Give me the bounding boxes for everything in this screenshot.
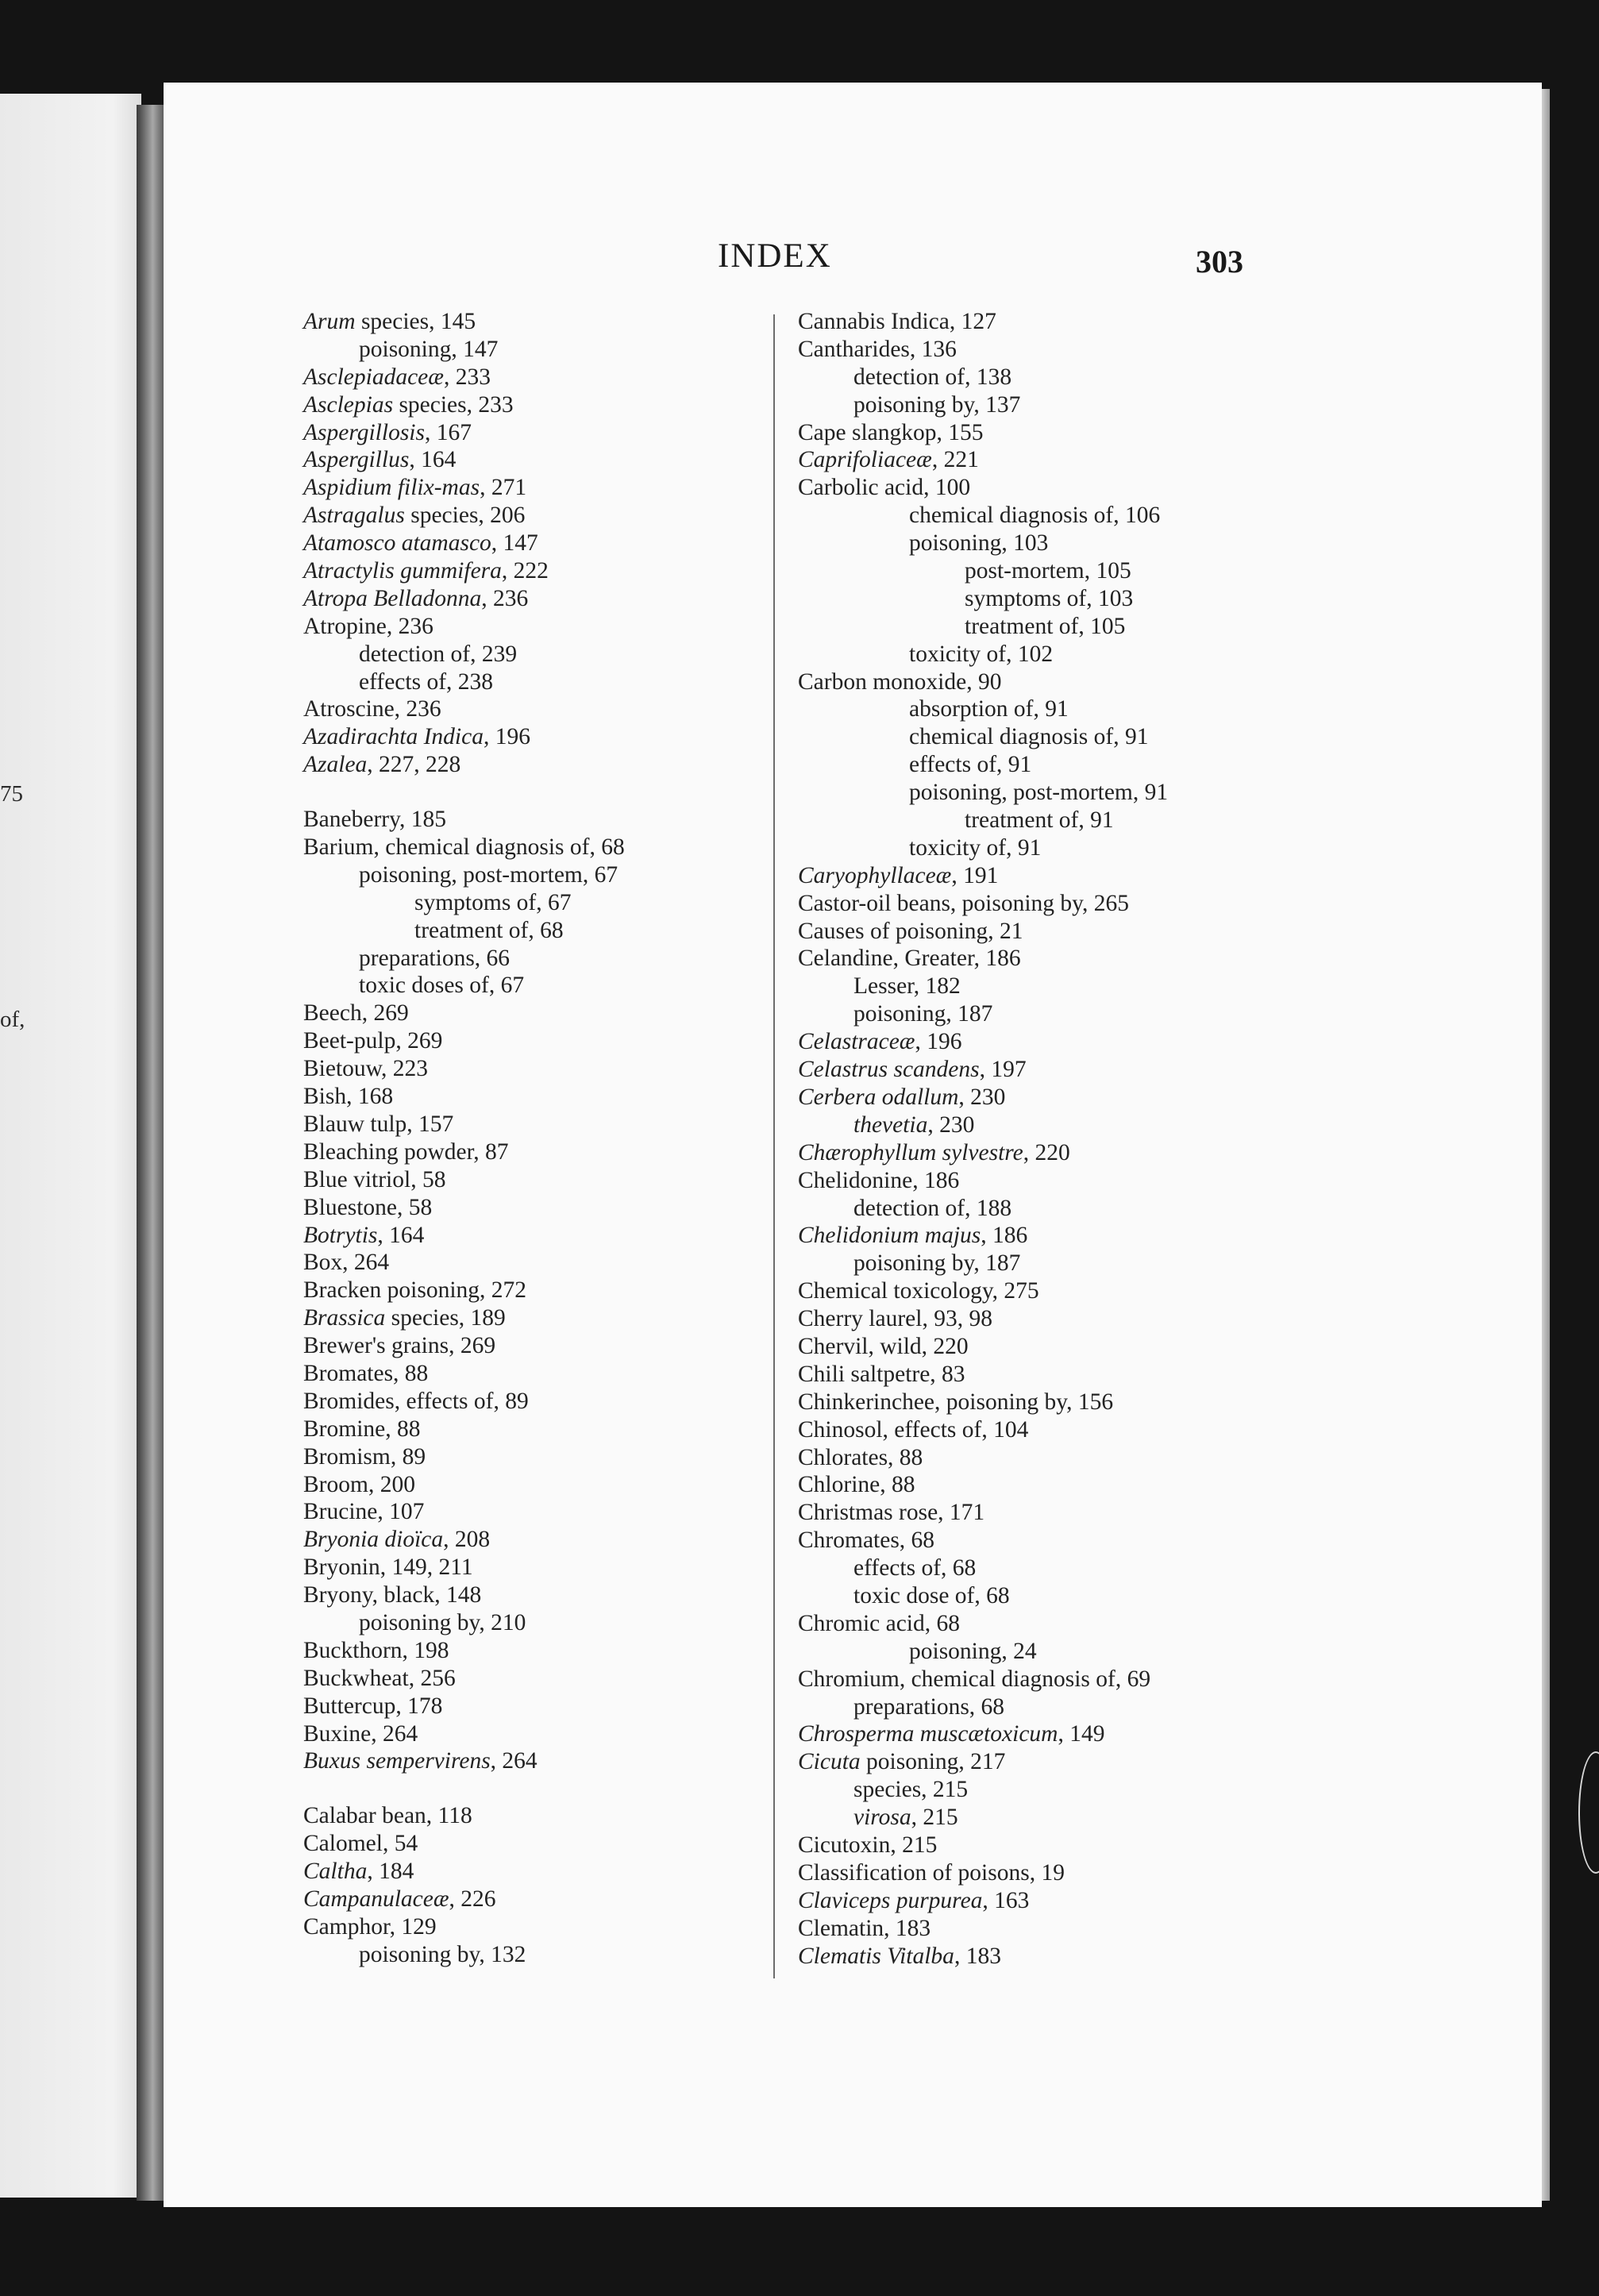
index-text: Bracken poisoning, 272 xyxy=(303,1277,527,1304)
index-term-italic: Bryonia dioïca xyxy=(303,1527,444,1553)
index-entry xyxy=(798,1333,1322,1361)
index-text: Chinosol, effects of, 104 xyxy=(798,1416,1029,1443)
index-entry xyxy=(303,751,764,779)
index-text: preparations, 66 xyxy=(359,945,511,971)
index-text: Bromides, effects of, 89 xyxy=(303,1388,529,1414)
index-text: , 184 xyxy=(367,1859,414,1885)
index-entry xyxy=(303,1554,764,1581)
index-entry xyxy=(303,1000,764,1027)
index-text: , 233 xyxy=(443,364,491,390)
index-text: Buttercup, 178 xyxy=(303,1693,443,1719)
index-text: species, 145 xyxy=(355,309,476,334)
index-entry xyxy=(303,613,764,641)
index-term-italic: Atamosco atamasco xyxy=(303,530,491,557)
index-text: toxic dose of, 68 xyxy=(853,1582,1010,1608)
index-entry xyxy=(798,336,1322,364)
index-entry xyxy=(798,1416,1322,1444)
index-text: poisoning by, 210 xyxy=(359,1609,526,1635)
page-title: INDEX xyxy=(718,237,832,275)
index-text: , 147 xyxy=(491,530,538,557)
index-entry xyxy=(303,1388,764,1416)
index-entry xyxy=(303,972,764,1000)
index-text: , 183 xyxy=(954,1943,1001,1969)
index-entry xyxy=(798,557,1322,585)
index-entry xyxy=(798,1915,1322,1943)
index-column-right xyxy=(798,308,1322,1970)
index-text: Brewer's grains, 269 xyxy=(303,1333,496,1359)
index-term-italic: Botrytis xyxy=(303,1222,378,1248)
index-term-italic: Atropa Belladonna xyxy=(303,585,482,611)
index-term-italic: Azalea xyxy=(303,752,368,778)
index-text: Bietouw, 223 xyxy=(303,1056,429,1082)
index-entry xyxy=(798,1693,1322,1721)
index-entry xyxy=(798,446,1322,474)
index-entry xyxy=(798,391,1322,419)
index-text: Atroscine, 236 xyxy=(303,696,441,722)
index-text: Blue vitriol, 58 xyxy=(303,1166,446,1192)
index-term-italic: Caprifoliaceæ xyxy=(798,447,932,473)
index-entry xyxy=(303,585,764,613)
index-text: , 215 xyxy=(911,1805,958,1831)
index-text: , 196 xyxy=(915,1029,962,1055)
index-term-italic: Celastrus scandens xyxy=(798,1057,980,1083)
index-entry xyxy=(303,1027,764,1055)
facing-page-fragment: 75 xyxy=(0,781,23,807)
index-text: Chinkerinchee, poisoning by, 156 xyxy=(798,1389,1114,1415)
index-text: poisoning by, 187 xyxy=(853,1250,1021,1277)
index-entry xyxy=(303,1526,764,1554)
index-term-italic: Claviceps purpurea xyxy=(798,1887,983,1913)
index-entry xyxy=(303,1941,764,1969)
index-text: , 196 xyxy=(483,724,530,750)
index-entry xyxy=(798,1804,1322,1832)
index-text: Bromism, 89 xyxy=(303,1443,426,1470)
index-text: Castor-oil beans, poisoning by, 265 xyxy=(798,890,1130,916)
index-entry xyxy=(798,751,1322,779)
index-entry xyxy=(798,1943,1322,1970)
index-entry xyxy=(798,945,1322,973)
index-entry xyxy=(798,308,1322,336)
facing-page-fragment: of, xyxy=(0,1007,25,1032)
index-text: , 186 xyxy=(981,1223,1028,1249)
index-text: chemical diagnosis of, 91 xyxy=(909,724,1149,750)
index-entry xyxy=(798,1887,1322,1915)
index-entry xyxy=(303,1913,764,1941)
index-text: Camphor, 129 xyxy=(303,1913,437,1940)
page-edge xyxy=(1542,89,1550,2201)
index-text: poisoning, 103 xyxy=(909,530,1049,557)
index-entry xyxy=(798,1167,1322,1195)
index-entry xyxy=(303,1166,764,1194)
index-entry xyxy=(798,1610,1322,1638)
index-text: toxicity of, 91 xyxy=(909,834,1042,861)
index-entry xyxy=(303,1665,764,1693)
index-text: species, 189 xyxy=(385,1305,506,1331)
index-text: Cantharides, 136 xyxy=(798,336,957,362)
index-entry xyxy=(798,807,1322,834)
index-entry xyxy=(303,1304,764,1332)
index-entry xyxy=(798,918,1322,946)
index-text: treatment of, 91 xyxy=(965,807,1114,834)
index-entry xyxy=(303,1332,764,1360)
index-text: Bleaching powder, 87 xyxy=(303,1138,509,1165)
index-text: Bromine, 88 xyxy=(303,1416,421,1442)
index-text: Calomel, 54 xyxy=(303,1831,418,1857)
index-text: poisoning, 217 xyxy=(860,1749,1006,1775)
index-term-italic: Arum xyxy=(303,309,356,334)
index-text: Bluestone, 58 xyxy=(303,1194,433,1220)
index-text: Chlorine, 88 xyxy=(798,1472,915,1498)
index-entry xyxy=(798,1859,1322,1887)
index-entry xyxy=(303,1693,764,1720)
index-text: Cape slangkop, 155 xyxy=(798,419,984,445)
index-text: , 220 xyxy=(1023,1139,1070,1165)
index-text: Buckthorn, 198 xyxy=(303,1637,449,1663)
index-text: Chervil, wild, 220 xyxy=(798,1333,969,1359)
index-text: detection of, 138 xyxy=(853,364,1012,390)
index-text: symptoms of, 67 xyxy=(414,889,572,915)
index-entry xyxy=(798,1582,1322,1610)
index-text: Carbolic acid, 100 xyxy=(798,475,971,501)
index-entry xyxy=(303,446,764,474)
index-entry xyxy=(798,1666,1322,1693)
index-entry xyxy=(798,890,1322,918)
index-entry xyxy=(798,1222,1322,1250)
index-text: absorption of, 91 xyxy=(909,696,1069,722)
index-text: , 227, 228 xyxy=(367,752,461,778)
index-term-italic: Atractylis gummifera xyxy=(303,558,502,584)
index-entry xyxy=(798,502,1322,530)
index-term-italic: Aspergillus xyxy=(303,447,410,473)
index-entry xyxy=(798,1056,1322,1084)
index-text: , 163 xyxy=(982,1887,1030,1913)
index-term-italic: thevetia xyxy=(853,1111,928,1138)
index-entry xyxy=(798,1832,1322,1859)
index-text: Clematin, 183 xyxy=(798,1915,931,1941)
index-text: , 164 xyxy=(409,447,457,473)
index-entry xyxy=(798,364,1322,391)
index-text: poisoning, 147 xyxy=(359,336,499,362)
index-entry xyxy=(798,1361,1322,1389)
index-text: Bryonin, 149, 211 xyxy=(303,1554,473,1581)
index-entry xyxy=(798,1720,1322,1748)
index-term-italic: Aspidium filix-mas xyxy=(303,475,480,501)
index-entry xyxy=(303,1277,764,1304)
index-entry xyxy=(798,1499,1322,1527)
index-text: , 271 xyxy=(480,475,527,501)
index-text: Chromic acid, 68 xyxy=(798,1610,960,1636)
index-text: preparations, 68 xyxy=(853,1693,1005,1720)
index-term-italic: Azadirachta Indica xyxy=(303,724,484,750)
index-text: Beet-pulp, 269 xyxy=(303,1028,443,1054)
index-term-italic: Cerbera odallum xyxy=(798,1084,959,1110)
index-entry xyxy=(798,668,1322,696)
index-term-italic: Chærophyllum sylvestre xyxy=(798,1139,1023,1165)
index-text: Lesser, 182 xyxy=(853,973,961,1000)
index-entry xyxy=(303,945,764,973)
index-text: Brucine, 107 xyxy=(303,1499,425,1525)
index-term-italic: Astragalus xyxy=(303,503,405,529)
index-entry xyxy=(303,1111,764,1138)
index-entry xyxy=(798,1000,1322,1028)
index-text: , 222 xyxy=(501,558,549,584)
index-text: detection of, 188 xyxy=(853,1195,1012,1221)
index-term-italic: virosa xyxy=(853,1805,911,1831)
index-entry xyxy=(303,1802,764,1830)
index-text: Chemical toxicology, 275 xyxy=(798,1278,1039,1304)
index-text: Causes of poisoning, 21 xyxy=(798,918,1023,944)
index-entry xyxy=(798,1195,1322,1223)
index-entry xyxy=(798,1250,1322,1277)
index-entry xyxy=(798,1139,1322,1167)
index-text: , 221 xyxy=(931,447,979,473)
index-entry xyxy=(303,1637,764,1665)
index-text: , 191 xyxy=(951,862,999,888)
index-entry xyxy=(303,1360,764,1388)
index-text: Baneberry, 185 xyxy=(303,807,446,833)
index-text: Chelidonine, 186 xyxy=(798,1167,960,1193)
index-text: Celandine, Greater, 186 xyxy=(798,946,1021,972)
index-text: , 264 xyxy=(490,1748,537,1774)
index-entry xyxy=(798,1389,1322,1416)
index-text: detection of, 239 xyxy=(359,641,518,667)
index-entry xyxy=(303,1222,764,1250)
index-text: chemical diagnosis of, 106 xyxy=(909,503,1161,529)
index-entry xyxy=(303,695,764,723)
index-entry xyxy=(303,1249,764,1277)
index-entry xyxy=(303,641,764,668)
index-entry xyxy=(798,1028,1322,1056)
index-text: effects of, 91 xyxy=(909,752,1032,778)
index-text: , 167 xyxy=(424,419,472,445)
index-text: Chili saltpetre, 83 xyxy=(798,1361,965,1387)
index-entry xyxy=(798,1776,1322,1804)
index-term-italic: Caryophyllaceæ xyxy=(798,862,952,888)
facing-page xyxy=(0,94,141,2198)
index-text: poisoning by, 137 xyxy=(853,391,1021,418)
index-text: poisoning, post-mortem, 91 xyxy=(909,780,1169,806)
index-entry xyxy=(798,723,1322,751)
index-text: poisoning, 187 xyxy=(853,1001,993,1027)
index-entry xyxy=(303,889,764,917)
page-number: 303 xyxy=(1196,244,1243,279)
index-text: , 149 xyxy=(1058,1721,1105,1747)
index-entry xyxy=(798,474,1322,502)
column-divider xyxy=(773,314,775,1978)
index-entry xyxy=(798,530,1322,557)
index-entry xyxy=(798,1748,1322,1776)
index-entry xyxy=(303,308,764,336)
index-entry xyxy=(303,1416,764,1443)
index-text: , 230 xyxy=(927,1111,975,1138)
index-entry xyxy=(798,1638,1322,1666)
index-text: Bish, 168 xyxy=(303,1084,394,1110)
index-text: , 197 xyxy=(979,1057,1027,1083)
index-entry xyxy=(303,419,764,447)
index-entry xyxy=(303,1609,764,1637)
index-text: treatment of, 68 xyxy=(414,917,564,943)
index-entry xyxy=(798,1444,1322,1472)
index-text: Cherry laurel, 93, 98 xyxy=(798,1306,992,1332)
index-entry xyxy=(798,1277,1322,1305)
index-text: Beech, 269 xyxy=(303,1000,409,1027)
index-text: , 226 xyxy=(449,1886,496,1912)
index-text: post-mortem, 105 xyxy=(965,558,1131,584)
index-entry xyxy=(798,585,1322,613)
index-text: Calabar bean, 118 xyxy=(303,1803,472,1829)
index-text: toxicity of, 102 xyxy=(909,641,1054,667)
index-text: Atropine, 236 xyxy=(303,613,433,639)
index-entry xyxy=(303,668,764,696)
index-text: Blauw tulp, 157 xyxy=(303,1111,454,1137)
book-gutter xyxy=(137,105,164,2201)
index-text: Classification of poisons, 19 xyxy=(798,1859,1065,1886)
index-text: symptoms of, 103 xyxy=(965,585,1134,611)
index-text: species, 233 xyxy=(393,391,514,418)
index-text: Box, 264 xyxy=(303,1250,390,1276)
index-text: Cannabis Indica, 127 xyxy=(798,309,996,334)
index-text: species, 206 xyxy=(404,503,526,529)
index-entry xyxy=(303,1858,764,1886)
index-text: Broom, 200 xyxy=(303,1471,415,1497)
index-text: Cicutoxin, 215 xyxy=(798,1832,938,1858)
index-entry xyxy=(798,641,1322,668)
index-entry xyxy=(303,834,764,861)
index-text: Buxine, 264 xyxy=(303,1720,418,1747)
index-entry xyxy=(303,1498,764,1526)
index-term-italic: Campanulaceæ xyxy=(303,1886,449,1912)
index-entry xyxy=(303,1886,764,1913)
index-term-italic: Caltha xyxy=(303,1859,368,1885)
index-entry xyxy=(303,557,764,585)
index-text: effects of, 68 xyxy=(853,1555,977,1581)
index-text: poisoning, 24 xyxy=(909,1638,1037,1664)
index-entry xyxy=(798,1471,1322,1499)
index-term-italic: Buxus sempervirens xyxy=(303,1748,491,1774)
index-entry xyxy=(798,613,1322,641)
index-entry xyxy=(303,530,764,557)
index-entry xyxy=(303,502,764,530)
index-text: poisoning, post-mortem, 67 xyxy=(359,861,618,888)
index-entry xyxy=(798,973,1322,1000)
index-text: , 164 xyxy=(377,1222,425,1248)
index-text: toxic doses of, 67 xyxy=(359,973,525,999)
index-text: , 230 xyxy=(958,1084,1006,1110)
index-entry xyxy=(303,474,764,502)
page-edge-bracket xyxy=(1578,1751,1599,1874)
index-entry xyxy=(798,1527,1322,1554)
index-text: Bryony, black, 148 xyxy=(303,1582,482,1608)
index-text: effects of, 238 xyxy=(359,668,494,695)
index-entry xyxy=(303,336,764,364)
index-entry xyxy=(798,862,1322,890)
index-term-italic: Brassica xyxy=(303,1305,386,1331)
index-entry xyxy=(303,723,764,751)
index-column-left xyxy=(303,308,764,1969)
index-entry xyxy=(798,1305,1322,1333)
index-entry xyxy=(798,419,1322,447)
index-entry xyxy=(303,1194,764,1222)
index-entry xyxy=(303,1471,764,1499)
index-text: , 236 xyxy=(481,585,529,611)
index-text: treatment of, 105 xyxy=(965,613,1126,639)
index-entry xyxy=(798,1554,1322,1582)
index-entry xyxy=(303,1138,764,1166)
index-entry xyxy=(303,1443,764,1471)
index-text: Chromium, chemical diagnosis of, 69 xyxy=(798,1666,1151,1692)
index-entry xyxy=(303,1055,764,1083)
index-text: poisoning by, 132 xyxy=(359,1941,526,1967)
index-text: Carbon monoxide, 90 xyxy=(798,668,1002,695)
index-term-italic: Chelidonium majus xyxy=(798,1223,981,1249)
index-entry xyxy=(303,917,764,945)
index-text: , 208 xyxy=(443,1527,491,1553)
index-term-italic: Asclepias xyxy=(303,391,394,418)
index-text: Christmas rose, 171 xyxy=(798,1500,985,1526)
index-entry xyxy=(303,391,764,419)
index-text: Chlorates, 88 xyxy=(798,1444,923,1470)
index-entry xyxy=(303,1830,764,1858)
index-entry xyxy=(798,1111,1322,1139)
index-term-italic: Asclepiadaceæ xyxy=(303,364,444,390)
index-entry xyxy=(798,779,1322,807)
index-text: Chromates, 68 xyxy=(798,1527,935,1554)
index-entry xyxy=(798,1084,1322,1111)
index-entry xyxy=(303,806,764,834)
index-text: Buckwheat, 256 xyxy=(303,1665,456,1691)
index-term-italic: Aspergillosis xyxy=(303,419,425,445)
index-entry xyxy=(303,1720,764,1748)
index-term-italic: Clematis Vitalba xyxy=(798,1943,954,1969)
index-entry xyxy=(303,1083,764,1111)
index-entry xyxy=(798,834,1322,862)
index-entry xyxy=(303,1747,764,1775)
index-term-italic: Cicuta xyxy=(798,1749,861,1775)
index-entry xyxy=(303,1581,764,1609)
index-text: species, 215 xyxy=(853,1777,969,1803)
index-entry xyxy=(798,695,1322,723)
index-text: Bromates, 88 xyxy=(303,1360,429,1386)
index-term-italic: Celastraceæ xyxy=(798,1029,915,1055)
index-entry xyxy=(303,364,764,391)
index-entry xyxy=(303,861,764,889)
index-text: Barium, chemical diagnosis of, 68 xyxy=(303,834,625,861)
index-term-italic: Chrosperma muscætoxicum xyxy=(798,1721,1058,1747)
